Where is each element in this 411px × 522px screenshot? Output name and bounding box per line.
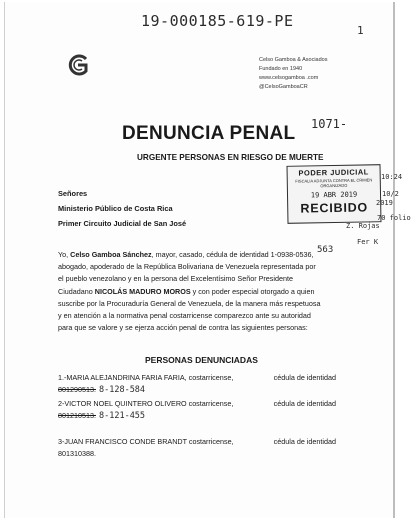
body-text: , mayor, casado, cédula de identidad 1-0938-0536, [151,250,314,259]
section-title: PERSONAS DENUNCIADAS [145,355,258,365]
stamp-margin-note: Z. Rojas [346,222,380,230]
stamp-margin-note: 70 folio [377,214,411,222]
person-name: 2-VICTOR NOEL QUINTERO OLIVERO costarricense, [58,399,234,408]
document-title: DENUNCIA PENAL [122,123,296,144]
handwritten-corner-mark: 1 [357,24,364,37]
addressee-institution: Ministerio Público de Costa Rica [58,204,173,213]
handwritten-number-annotation: 1071- [311,117,348,131]
body-text: Ciudadano [58,286,95,296]
accused-person [58,398,336,422]
body-line: para que se valore y se ejerza acción penal de contra las siguientes personas: [58,323,308,333]
addressee-circuit: Primer Circuito Judicial de San José [58,219,187,228]
document-page [4,2,411,518]
firm-logo-icon [65,54,91,76]
stamp-margin-note: 10/2 [382,190,399,198]
stamp-date: 19 ABR 2019 [310,190,358,200]
id-label: cédula de identidad [273,437,336,446]
addressee-salutation: Señores [58,189,88,198]
struck-id-number: 801210513. [58,411,96,421]
body-text: Yo, [58,250,71,259]
stamp-margin-note: 2019 [376,199,393,207]
person-name: 1.-MARIA ALEJANDRINA FARIA FARIA, costarricense, [58,373,234,382]
id-number: 801310388. [58,449,96,459]
firm-website: www.celsogamboa .com [259,75,319,81]
person-name: 3-JUAN FRANCISCO CONDE BRANDT costarricense, [58,437,234,446]
firm-header [259,56,327,92]
id-label: cédula de identidad [273,373,336,382]
handwritten-case-number: 19-000185-619-PE [141,12,294,30]
firm-handle: @CelsoGamboaCR [259,84,308,90]
firm-name: Celso Gamboa & Asociados [259,57,328,63]
struck-id-number: 801290513. [58,385,96,395]
handwritten-id-number: 8-128-584 [98,385,146,396]
body-line: el pueblo venezolano y en la persona del Excelentísimo Señor Presidente [58,274,293,284]
received-stamp [287,164,382,224]
president-name: NICOLÁS MADURO MOROS [94,286,191,296]
document-subtitle: URGENTE PERSONAS EN RIESGO DE MUERTE [137,153,324,162]
handwritten-id-annotation: 563 [317,245,334,255]
stamp-received: RECIBIDO [300,200,369,216]
accused-person [58,372,336,396]
stamp-line-2: FISCALIA ADJUNTA CONTRA EL CRIMEN ORGANIZADO [295,177,373,189]
stamp-margin-note: Fer K [357,238,379,246]
stamp-line-1: PODER JUDICIAL [298,167,369,178]
body-line: abogado, apoderado de la República Bolivariana de Venezuela representada por [58,262,316,272]
body-text: y con poder especial otorgado a quien [190,286,315,296]
addressee-block [58,186,186,231]
stamp-margin-note: 10:24 [381,173,403,181]
complainant-name: Celso Gamboa Sánchez [70,250,152,259]
body-line: y en atención a la normativa penal costarricense comparezco ante su autoridad [58,311,311,321]
accused-person [58,436,336,460]
handwritten-id-number: 8-121-455 [98,411,146,422]
id-label: cédula de identidad [273,399,336,408]
firm-founded: Fundado en 1940 [259,66,303,72]
complaint-paragraph [58,249,336,334]
body-line: suscribe por la Procuraduría General de Venezuela, de la manera más respetuosa [58,298,321,308]
